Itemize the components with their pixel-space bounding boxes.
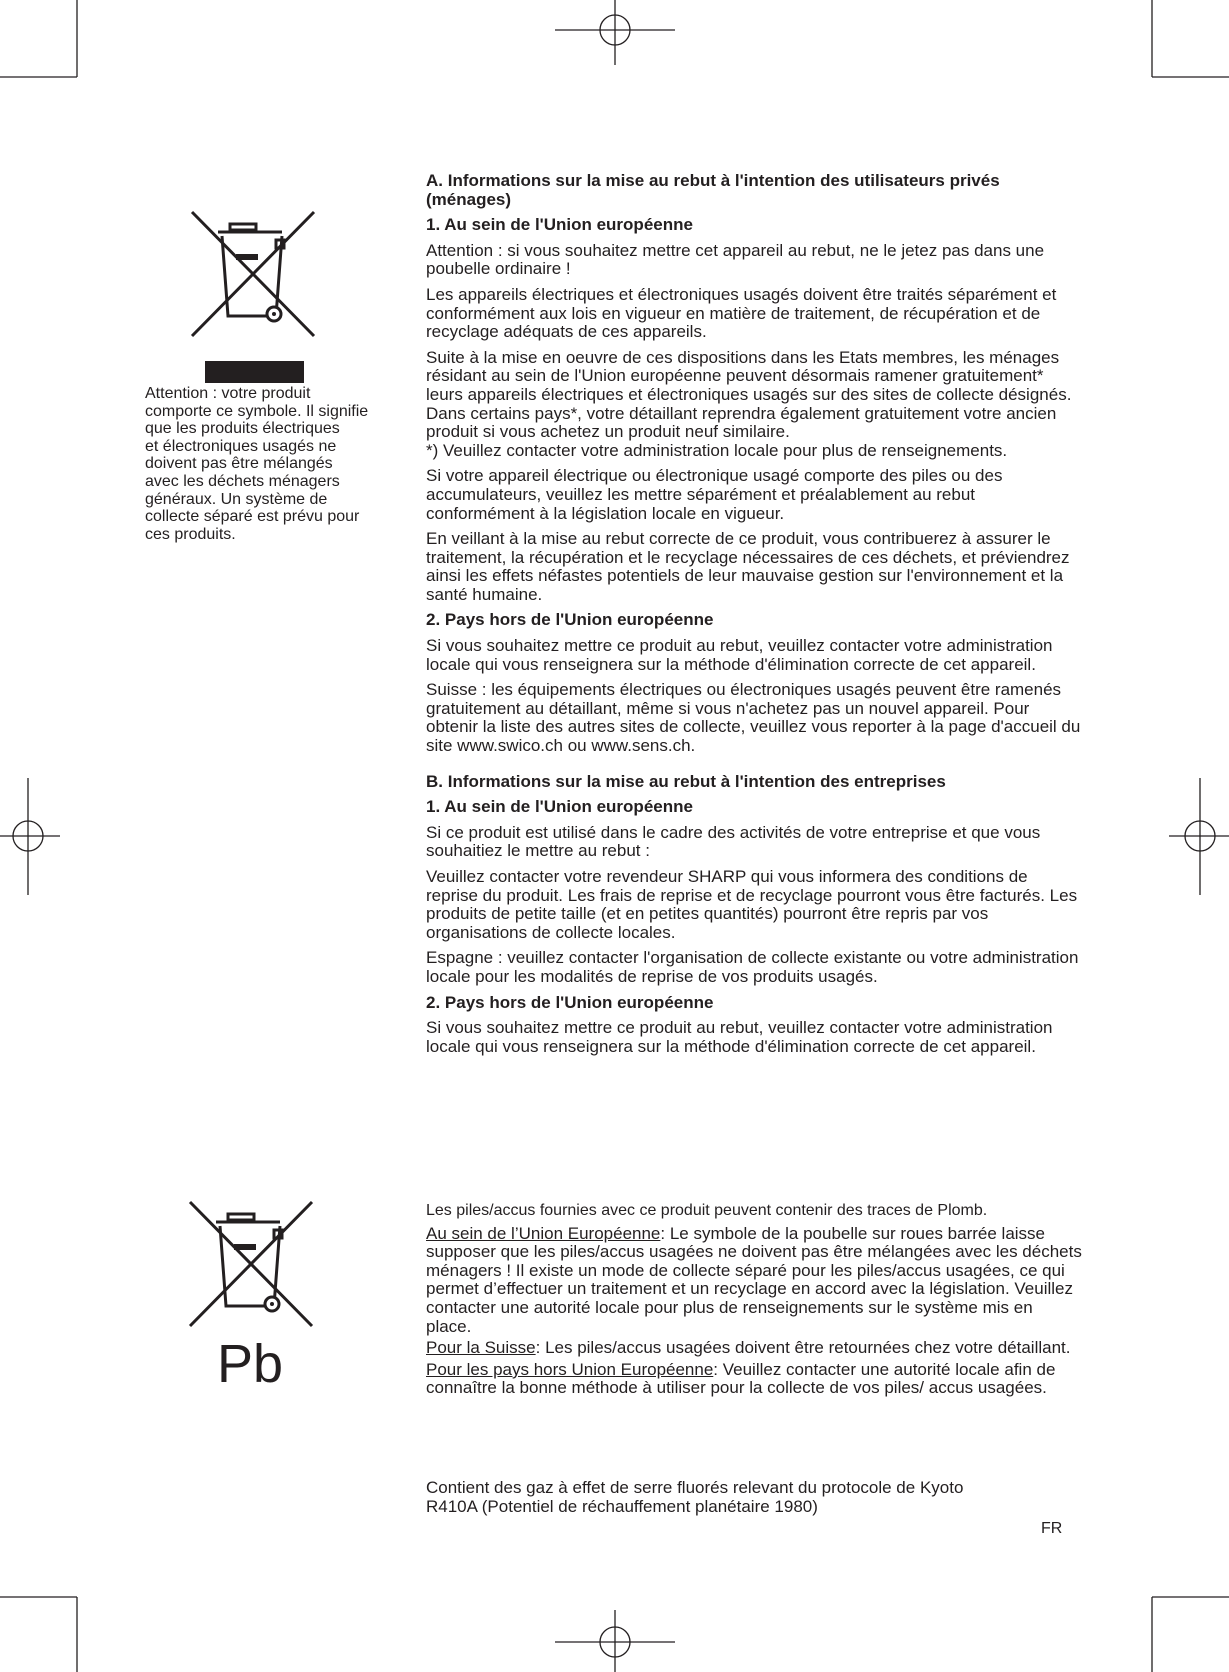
section-a-non-eu-heading: 2. Pays hors de l'Union européenne bbox=[426, 610, 714, 630]
language-code: FR bbox=[1041, 1520, 1063, 1537]
disposal-info bbox=[426, 172, 1082, 1063]
crossed-bin-icon bbox=[188, 208, 318, 340]
section-a-p1: Attention : si vous souhaitez mettre cet appareil au rebut, ne le jetez pas dans une poubelle ordinaire ! bbox=[426, 240, 1045, 279]
pb-label: Pb bbox=[217, 1334, 284, 1394]
section-b-p1: Si ce produit est utilisé dans le cadre des activités de votre entreprise et que vous souhaitiez le mettre au rebut : bbox=[426, 822, 1041, 861]
section-a-p2: Les appareils électriques et électroniques usagés doivent être traités séparément et conformément aux lois en vigueur en matière de traitement, de récupération et de recyclage adéquats de ces appareils. bbox=[426, 284, 1057, 342]
battery-ch bbox=[426, 1339, 1082, 1358]
kyoto-line2: R410A (Potentiel de réchauffement planétaire 1980) bbox=[426, 1496, 818, 1516]
battery-eu bbox=[426, 1225, 1082, 1337]
battery-intro: Les piles/accus fournies avec ce produit peuvent contenir des traces de Plomb. bbox=[426, 1202, 988, 1219]
section-a-p3: Suite à la mise en oeuvre de ces dispositions dans les Etats membres, les ménages résidant au sein de l'Union européenne peuvent désormais ramener gratuitement* leurs appareils électriques et électroniques usagés sur des sites de collecte désignés. bbox=[426, 347, 1072, 404]
section-a-p3c: *) Veuillez contacter votre administration locale pour plus de renseignements. bbox=[426, 440, 1008, 460]
battery-ch-text: : Les piles/accus usagées doivent être retournées chez votre détaillant. bbox=[535, 1338, 1071, 1358]
battery-non-eu bbox=[426, 1361, 1082, 1398]
section-b-title: B. Informations sur la mise au rebut à l'intention des entreprises bbox=[426, 771, 946, 791]
section-a-title: A. Informations sur la mise au rebut à l'intention des utilisateurs privés (ménages) bbox=[426, 171, 1000, 209]
section-a-p5: En veillant à la mise au rebut correcte de ce produit, vous contribuerez à assurer le traitement, la récupération et le recyclage nécessaires de ces déchets, et préviendrez ainsi les effets néfastes potentiels de leur mauvaise gestion sur l'environnement et la santé humaine. bbox=[426, 529, 1070, 604]
section-a-p4: Si votre appareil électrique ou électronique usagé comporte des piles ou des accumulateurs, veuillez les mettre séparément et préalablement au rebut conformément à la législation locale en vigueur. bbox=[426, 466, 1003, 523]
battery-non-eu-text: : Veuillez contacter une autorité locale afin de connaître la bonne méthode à utiliser pour la collecte de vos piles/ accus usagées. bbox=[426, 1359, 1056, 1398]
section-a-p6: Si vous souhaitez mettre ce produit au rebut, veuillez contacter votre administration locale qui vous renseignera sur la méthode d'élimination correcte de cet appareil. bbox=[426, 636, 1053, 674]
section-b-p3: Espagne : veuillez contacter l'organisation de collecte existante ou votre administration locale pour les modalités de reprise de vos produits usagés. bbox=[426, 948, 1079, 986]
kyoto-line1: Contient des gaz à effet de serre fluorés relevant du protocole de Kyoto bbox=[426, 1478, 964, 1497]
battery-info bbox=[426, 1202, 1082, 1401]
battery-eu-label: Au sein de l’Union Européenne bbox=[426, 1223, 661, 1243]
section-b-p2: Veuillez contacter votre revendeur SHARP qui vous informera des conditions de reprise du produit. Les frais de reprise et de recyclage pourront vous être facturés. Les produits de petite taille (et en petites quantités) pourront être repris par vos organisations de collecte locales. bbox=[426, 867, 1078, 942]
section-b-eu-heading: 1. Au sein de l'Union européenne bbox=[426, 797, 693, 817]
battery-crossed-bin-icon bbox=[186, 1198, 316, 1330]
kyoto-notice bbox=[426, 1479, 1082, 1516]
battery-ch-label: Pour la Suisse bbox=[426, 1338, 536, 1358]
section-a-p3b: Dans certains pays*, votre détaillant reprendra également gratuitement votre ancien produit si vous achetez un produit neuf similaire. bbox=[426, 403, 1057, 442]
section-a-p7: Suisse : les équipements électriques ou électroniques usagés peuvent être ramenés gratuitement au détaillant, même si vous n'achetez pas un nouvel appareil. Pour obtenir la liste des autres sites de collecte, veuillez vous reporter à la page d'accueil du site www.swico.ch ou www.sens.ch. bbox=[426, 680, 1081, 756]
section-a-eu-heading: 1. Au sein de l'Union européenne bbox=[426, 215, 693, 235]
battery-non-eu-label: Pour les pays hors Union Européenne bbox=[426, 1359, 714, 1379]
battery-eu-text: : Le symbole de la poubelle sur roues barrée laisse supposer que les piles/accus usagées ne doivent pas être mélangées avec les déchets ménagers ! Il existe un mode de collecte séparé pour les piles/accus usagées, ce qui permet d’effectuer un traitement et un recyclage en accord avec la législation. Veuillez contacter une autorité locale pour plus de renseignements sur le système mis en place. bbox=[426, 1223, 1082, 1336]
section-b-p4: Si vous souhaitez mettre ce produit au rebut, veuillez contacter votre administration locale qui vous renseignera sur la méthode d'élimination correcte de cet appareil. bbox=[426, 1018, 1053, 1056]
black-bar bbox=[205, 361, 304, 383]
symbol-notice: Attention : votre produit comporte ce symbole. Il signifie que les produits électriques et électroniques usagés ne doivent pas être mélangés avec les déchets ménagers généraux. Un système de collecte séparé est prévu pour ces produits. bbox=[145, 385, 369, 543]
section-b-non-eu-heading: 2. Pays hors de l'Union européenne bbox=[426, 992, 714, 1012]
